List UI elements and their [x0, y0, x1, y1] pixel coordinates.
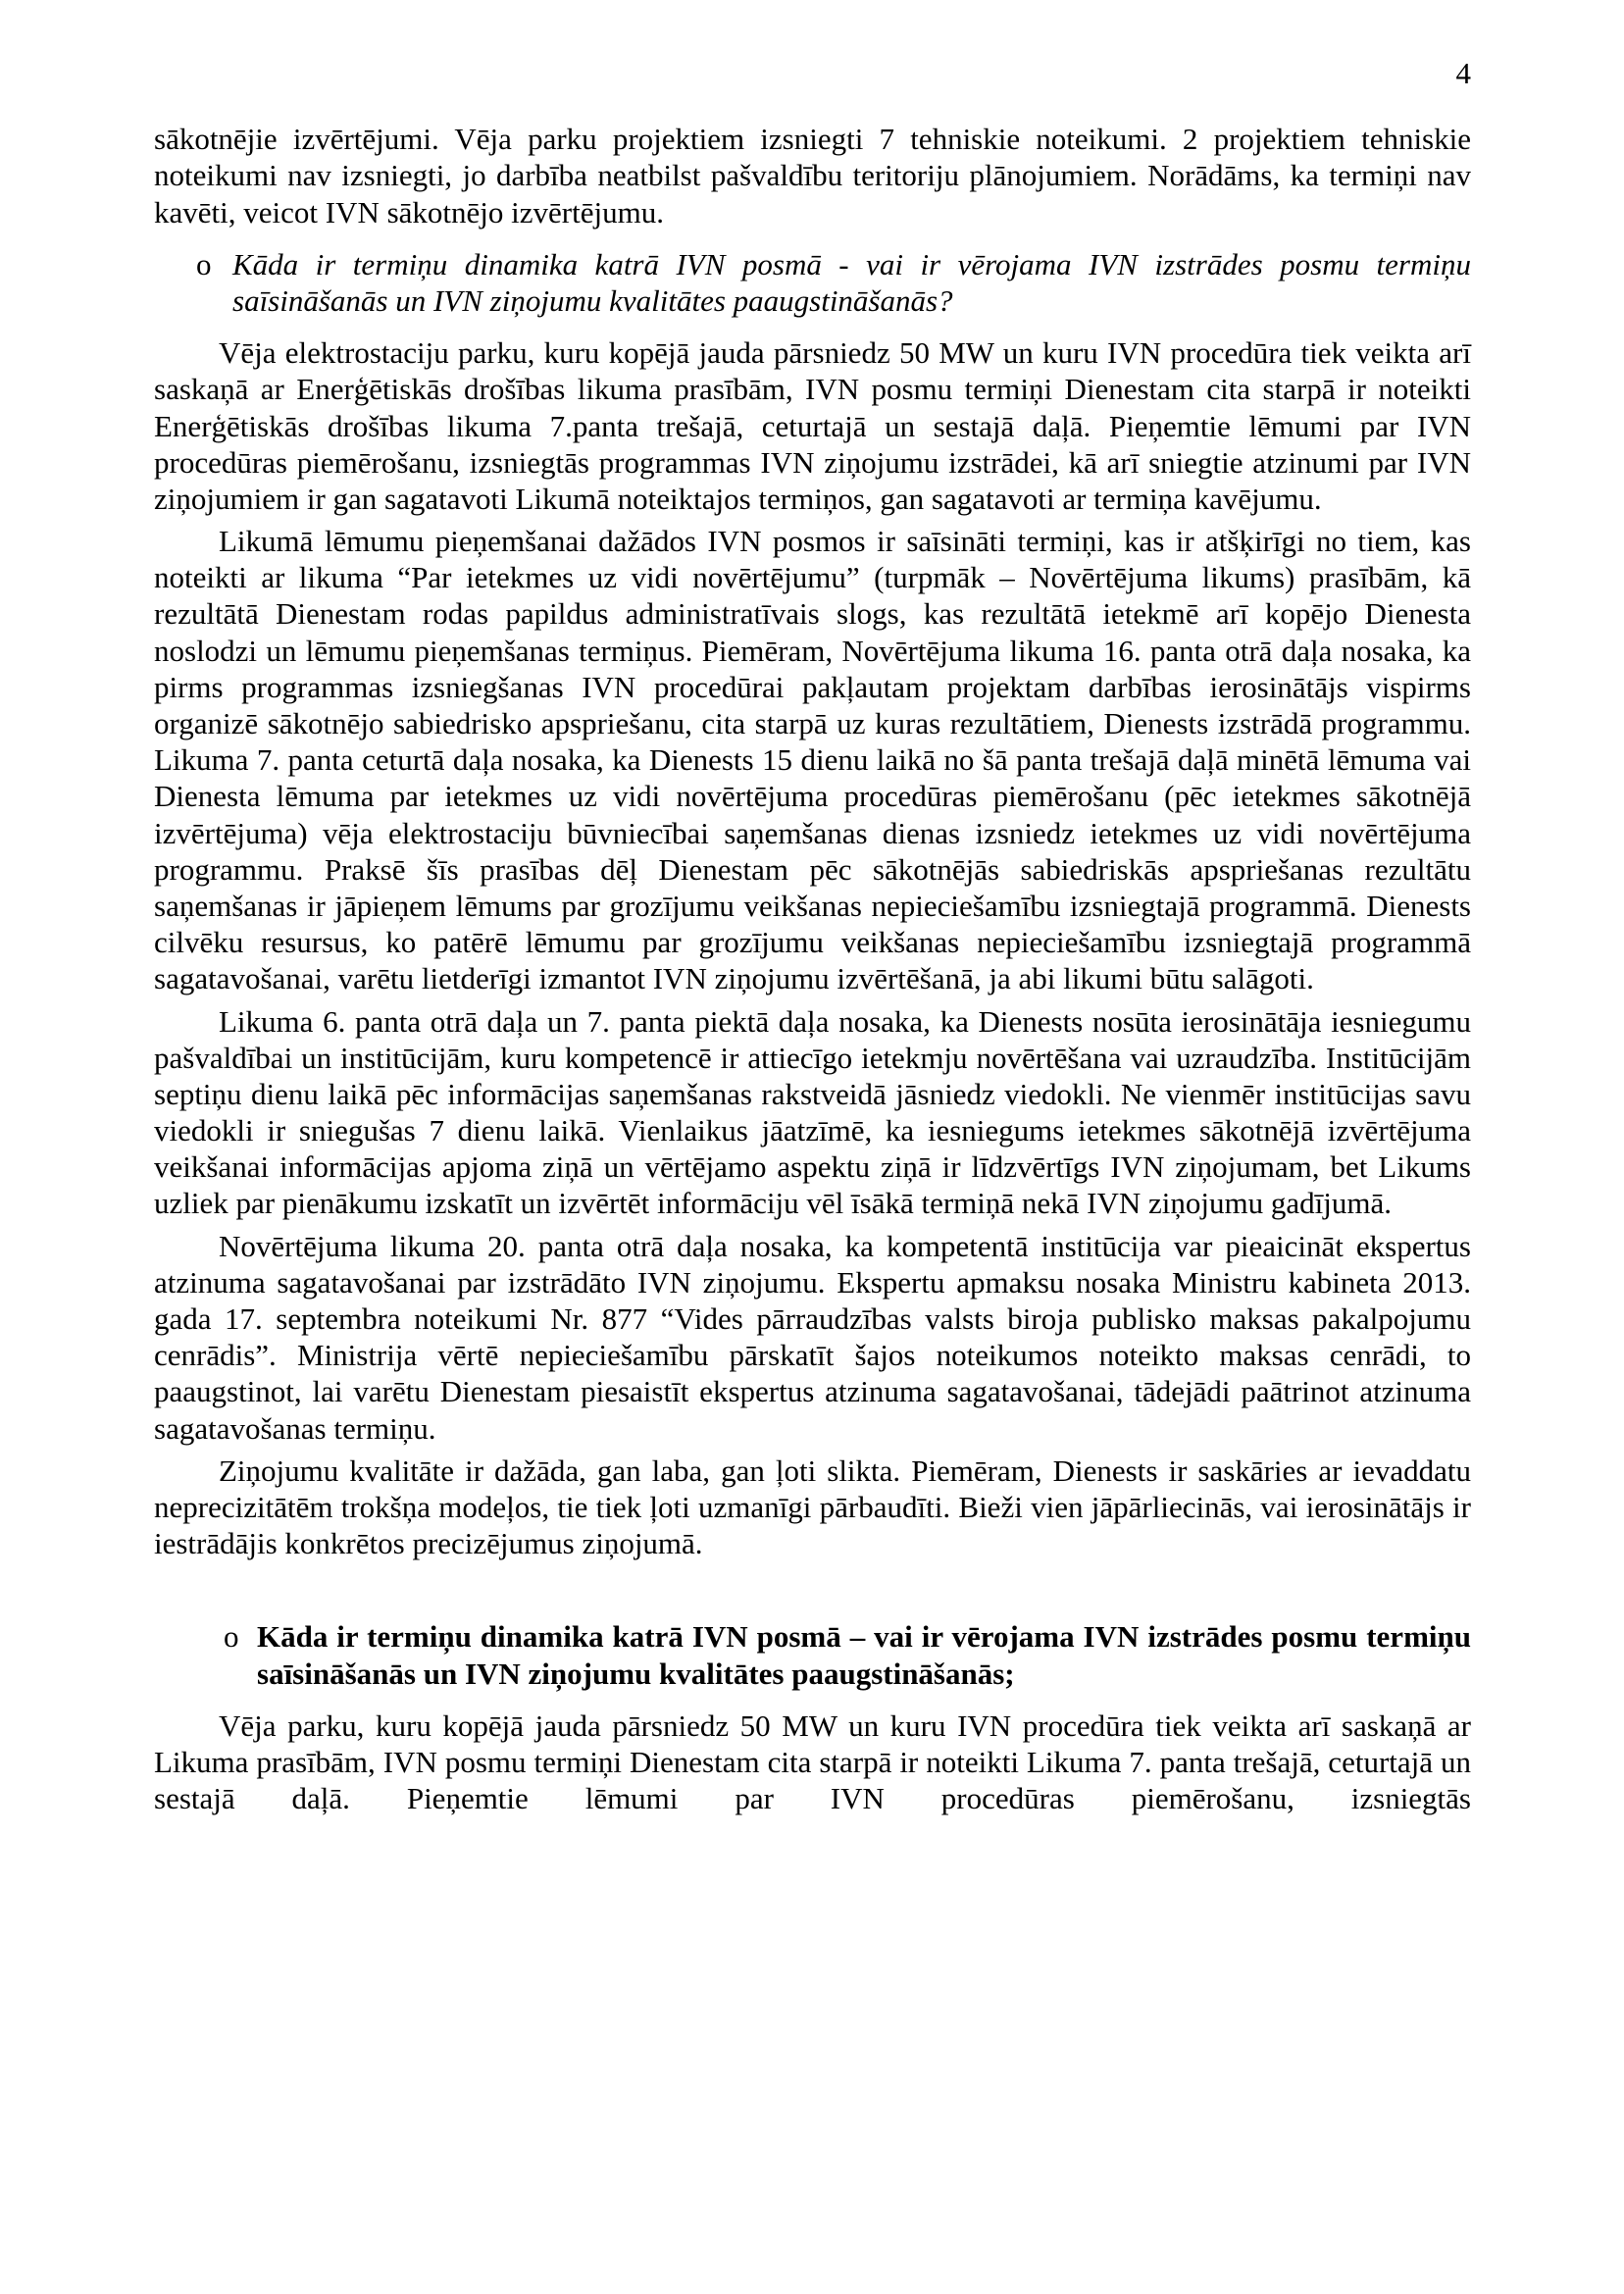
paragraph-experts-payment: Novērtējuma likuma 20. panta otrā daļa nosaka, ka kompetentā institūcija var pieaicināt ekspertus atzinuma sagatavošanai par izstrādāto IVN ziņojumu. Ekspertu apmaksu nosaka Ministru kabineta 2013. gada 17. septembra noteikumi Nr. 877 “Vides pārraudzības valsts biroja publisko maksas pakalpojumu cenrādis”. Ministrija vērtē nepieciešamību pārskatīt šajos noteikumos noteikto maksas cenrādi, to paaugstinot, lai varētu Dienestam piesaistīt ekspertus atzinuma sagatavošanai, tādejādi paātrinot atzinuma sagatavošanas termiņu.: [154, 1228, 1471, 1446]
bullet-item-question-bold: [154, 1618, 1471, 1691]
paragraph-article-6-7: Likuma 6. panta otrā daļa un 7. panta piektā daļa nosaka, ka Dienests nosūta ierosinātāja iesniegumu pašvaldībai un institūcijām, kuru kompetencē ir attiecīgo ietekmju novērtēšana vai uzraudzība. Institūcijām septiņu dienu laikā pēc informācijas saņemšanas rakstveidā jāsniedz viedokli. Ne vienmēr institūcijas savu viedokli ir sniegušas 7 dienu laikā. Vienlaikus jāatzīmē, ka iesniegums ietekmes sākotnējā izvērtējuma veikšanai informācijas apjoma ziņā un vērtējamo aspektu ziņā ir līdzvērtīgs IVN ziņojumam, bet Likums uzliek par pienākumu izskatīt un izvērtēt informāciju vēl īsākā termiņā nekā IVN ziņojumu gadījumā.: [154, 1003, 1471, 1221]
paragraph-wind-parks-energy-law: Vēja elektrostaciju parku, kuru kopējā jauda pārsniedz 50 MW un kuru IVN procedūra tiek veikta arī saskaņā ar Enerģētiskās drošības likuma prasībām, IVN posmu termiņi Dienestam cita starpā ir noteikti Enerģētiskās drošības likuma 7.panta trešajā, ceturtajā un sestajā daļā. Pieņemtie lēmumi par IVN procedūras piemērošanu, izsniegtās programmas IVN ziņojumu izstrādei, kā arī sniegtie atzinumi par IVN ziņojumiem ir gan sagatavoti Likumā noteiktajos termiņos, gan sagatavoti ar termiņa kavējumu.: [154, 335, 1471, 516]
bullet-item-question-italic: [154, 246, 1471, 319]
paragraph-shortened-terms: Likumā lēmumu pieņemšanai dažādos IVN posmos ir saīsināti termiņi, kas ir atšķirīgi no tiem, kas noteikti ar likuma “Par ietekmes uz vidi novērtējumu” (turpmāk – Novērtējuma likums) prasībām, kā rezultātā Dienestam rodas papildus administratīvais slogs, kas rezultātā ietekmē arī kopējo Dienesta noslodzi un lēmumu pieņemšanas termiņus. Piemēram, Novērtējuma likuma 16. panta otrā daļa nosaka, ka pirms programmas izsniegšanas IVN procedūrai pakļautam projektam darbības ierosinātājs vispirms organizē sākotnējo sabiedrisko apspriešanu, cita starpā uz kuras rezultātiem, Dienests izstrādā programmu. Likuma 7. panta ceturtā daļa nosaka, ka Dienests 15 dienu laikā no šā panta trešajā daļā minētā lēmuma vai Dienesta lēmuma par ietekmes uz vidi novērtējuma procedūras piemērošanu (pēc ietekmes sākotnējā izvērtējuma) vēja elektrostaciju būvniecībai saņemšanas dienas izsniedz ietekmes uz vidi novērtējuma programmu. Praksē šīs prasības dēļ Dienestam pēc sākotnējās sabiedriskās apspriešanas rezultātu saņemšanas ir jāpieņem lēmums par grozījumu veikšanas nepieciešamību izsniegtajā programmā. Dienests cilvēku resursus, ko patērē lēmumu par grozījumu veikšanas nepieciešamību izsniegtajā programmā sagatavošanai, varētu lietderīgi izmantot IVN ziņojumu izvērtēšanā, ja abi likumi būtu salāgoti.: [154, 524, 1471, 996]
bullet-text: Kāda ir termiņu dinamika katrā IVN posmā - vai ir vērojama IVN izstrādes posmu termiņu saīsināšanās un IVN ziņojumu kvalitātes paaugstināšanās?: [232, 246, 1471, 318]
paragraph-continuation: sākotnējie izvērtējumi. Vēja parku projektiem izsniegti 7 tehniskie noteikumi. 2 projektiem tehniskie noteikumi nav izsniegti, jo darbība neatbilst pašvaldību teritoriju plānojumiem. Norādāms, ka termiņi nav kavēti, veicot IVN sākotnējo izvērtējumu.: [154, 122, 1471, 229]
paragraph-wind-parks-law-continuation: Vēja parku, kuru kopējā jauda pārsniedz 50 MW un kuru IVN procedūra tiek veikta arī saskaņā ar Likuma prasībām, IVN posmu termiņi Dienestam cita starpā ir noteikti Likuma 7. panta trešajā, ceturtajā un sestajā daļā. Pieņemtie lēmumi par IVN procedūras piemērošanu, izsniegtās: [154, 1708, 1471, 1816]
bullet-marker: o: [196, 246, 212, 281]
bullet-text: Kāda ir termiņu dinamika katrā IVN posmā – vai ir vērojama IVN izstrādes posmu termiņu saīsināšanās un IVN ziņojumu kvalitātes paaugstināšanās;: [257, 1619, 1471, 1691]
bullet-marker: o: [224, 1619, 239, 1655]
paragraph-report-quality: Ziņojumu kvalitāte ir dažāda, gan laba, gan ļoti slikta. Piemēram, Dienests ir saskāries ar ievaddatu neprecizitātēm trokšņa modeļos, tie tiek ļoti uzmanīgi pārbaudīti. Bieži vien jāpārliecinās, vai ierosinātājs ir iestrādājis konkrētos precizējumus ziņojumā.: [154, 1453, 1471, 1561]
page-number: 4: [1455, 56, 1471, 90]
